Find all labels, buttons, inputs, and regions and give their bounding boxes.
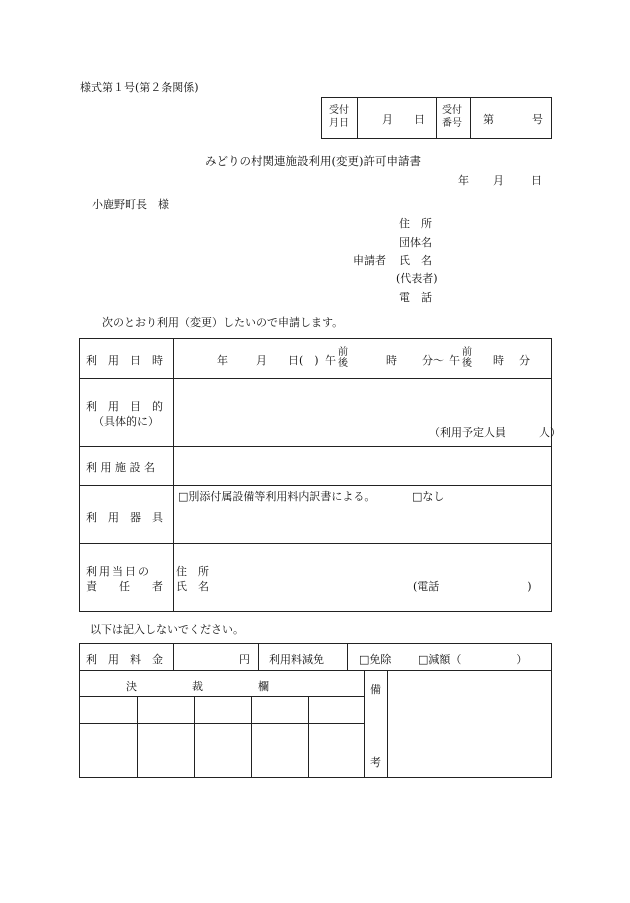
row-date-year: 年 bbox=[217, 354, 228, 367]
row-responsible-label-2: 責 任 者 bbox=[86, 580, 163, 593]
reception-number-label: 受付 bbox=[442, 105, 462, 116]
date-day: 日 bbox=[531, 174, 542, 187]
intro-text: 次のとおり利用（変更）したいので申請します。 bbox=[102, 316, 344, 329]
row-responsible-phone: (電話 ) bbox=[413, 580, 532, 593]
row-equipment-option-2: □なし bbox=[412, 490, 445, 503]
applicant-address-label: 住 所 bbox=[399, 217, 432, 230]
fee-table bbox=[79, 643, 552, 778]
row-date-minute-2: 分 bbox=[519, 354, 530, 367]
row-responsible-name: 氏 名 bbox=[176, 580, 209, 593]
office-use-note: 以下は記入しないでください。 bbox=[90, 623, 244, 636]
row-responsible-address: 住 所 bbox=[176, 565, 209, 578]
row-responsible-label: 利用当日の bbox=[86, 565, 151, 578]
row-equipment-option-1: □別添付属設備等利用料内訳書による。 bbox=[178, 490, 376, 503]
form-title: みどりの村関連施設利用(変更)許可申請書 bbox=[205, 154, 421, 168]
row-date-day: 日( ) bbox=[288, 354, 319, 367]
reception-day: 日 bbox=[414, 113, 425, 126]
date-year: 年 bbox=[458, 174, 469, 187]
decision-label: 決 裁 欄 bbox=[126, 680, 269, 693]
form-number: 様式第１号(第２条関係) bbox=[80, 81, 199, 94]
reception-box bbox=[321, 97, 552, 139]
row-date-gozen-2: 午 bbox=[449, 354, 460, 367]
row-date-label: 利 用 日 時 bbox=[86, 354, 163, 367]
discount-label: 利用料減免 bbox=[269, 653, 324, 666]
row-date-zen-2: 前 bbox=[462, 347, 472, 358]
reception-month: 月 bbox=[382, 113, 393, 126]
fee-yen: 円 bbox=[239, 653, 250, 666]
remarks-label-2: 考 bbox=[370, 756, 381, 769]
applicant-phone-label: 電 話 bbox=[399, 291, 432, 304]
reception-date-label-2: 月日 bbox=[329, 118, 349, 129]
applicant-group-label: 団体名 bbox=[399, 236, 432, 249]
addressee: 小鹿野町長 様 bbox=[92, 198, 169, 211]
row-date-go-2: 後 bbox=[462, 358, 472, 369]
row-date-zen: 前 bbox=[338, 347, 348, 358]
date-month: 月 bbox=[493, 174, 504, 187]
reception-number-label-2: 番号 bbox=[442, 118, 462, 129]
applicant-label: 申請者 bbox=[353, 254, 386, 267]
reception-go: 号 bbox=[532, 113, 543, 126]
row-date-month: 月 bbox=[256, 354, 267, 367]
main-table bbox=[79, 338, 561, 612]
discount-exempt: □免除 bbox=[359, 653, 392, 666]
row-date-hour: 時 bbox=[386, 354, 397, 367]
row-purpose-people: （利用予定人員 人） bbox=[429, 426, 561, 439]
row-date-go: 後 bbox=[338, 358, 348, 369]
discount-reduce: □減額（ ） bbox=[418, 653, 528, 666]
remarks-label-1: 備 bbox=[370, 683, 381, 696]
applicant-representative-label: (代表者) bbox=[396, 272, 438, 285]
row-date-hour-2: 時 bbox=[493, 354, 504, 367]
applicant-name-label: 氏 名 bbox=[399, 254, 432, 267]
reception-dai: 第 bbox=[483, 113, 494, 126]
row-purpose-label-2: （具体的に） bbox=[93, 415, 159, 428]
reception-date-label: 受付 bbox=[329, 105, 349, 116]
row-equipment-label: 利 用 器 具 bbox=[86, 511, 163, 524]
row-date-gozen: 午 bbox=[325, 354, 336, 367]
fee-label: 利 用 料 金 bbox=[86, 653, 163, 666]
row-facility-label: 利用施設名 bbox=[86, 461, 159, 474]
row-purpose-label: 利 用 目 的 bbox=[86, 400, 163, 413]
row-date-minute-tilde: 分～ bbox=[422, 354, 444, 367]
